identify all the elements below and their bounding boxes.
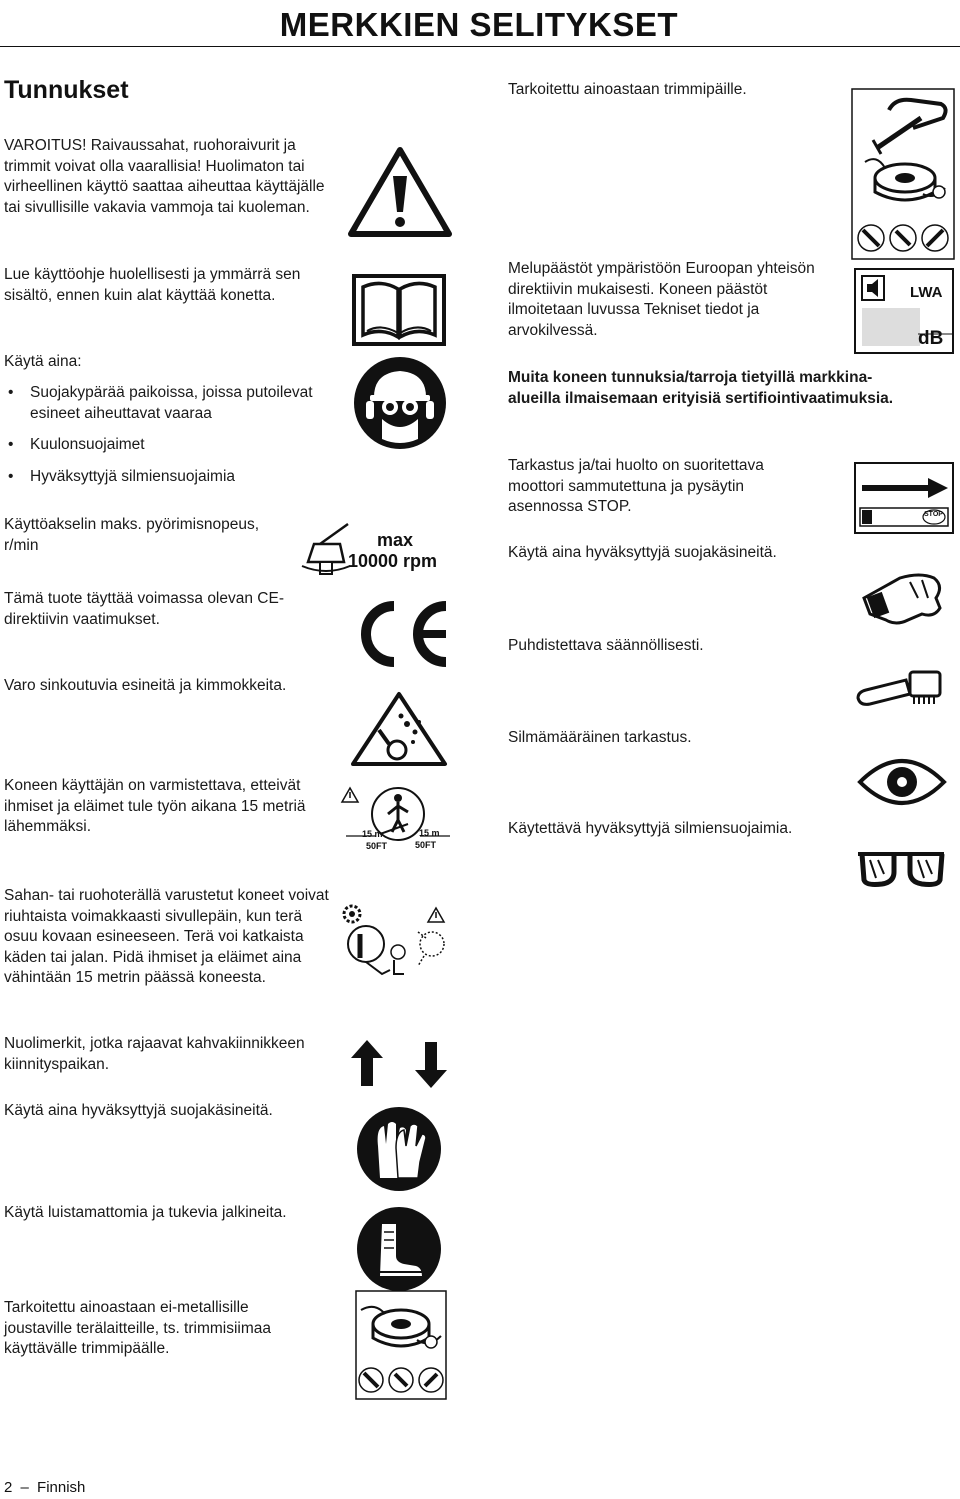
gloves-text-right: Käytä aina hyväksyttyjä suojakäsineitä. bbox=[508, 544, 777, 561]
ricochet-text: Varo sinkoutuvia esineitä ja kimmokkeita. bbox=[4, 677, 287, 694]
trimmer-head-icon-top bbox=[851, 88, 955, 260]
ppe-item-eyes: • Hyväksyttyjä silmiensuojaimia bbox=[4, 467, 339, 488]
clean-text: Puhdistettava säännöllisesti. bbox=[508, 637, 704, 654]
noise-text: Melupäästöt ympäristöön Euroopan yhteisön direktiivin mukaisesti. Koneen päästöt ilmoitetaan luvussa Tekniset tiedot ja arvokilvessä. bbox=[508, 260, 815, 339]
ce-text: Tämä tuote täyttää voimassa olevan CE-direktiivin vaatimukset. bbox=[4, 590, 284, 628]
footer-language: Finnish bbox=[37, 1479, 86, 1496]
ppe-head-icon bbox=[352, 355, 448, 451]
warning-text: VAROITUS! Raivaussahat, ruohoraivurit ja trimmit voivat olla vaarallisia! Huolimaton tai virheellinen käyttö saattaa aiheuttaa käyttäjälle tai sivullisille vakavia vammoja tai kuoleman. bbox=[4, 137, 325, 216]
manual-book-icon bbox=[351, 273, 447, 347]
boots-icon bbox=[356, 1206, 442, 1292]
page-title: MERKKIEN SELITYKSET bbox=[279, 6, 678, 43]
arrows-text: Nuolimerkit, jotka rajaavat kahvakiinnikkeen kiinnityspaikan. bbox=[4, 1035, 305, 1073]
distance-m-right: 15 m bbox=[419, 828, 440, 838]
distance-m-left: 15 m bbox=[362, 829, 383, 839]
rpm-max-label: max bbox=[377, 530, 414, 550]
cleaning-brush-icon bbox=[856, 668, 948, 708]
mounting-arrows-icon bbox=[349, 1040, 449, 1088]
header-rule bbox=[0, 46, 960, 47]
gloves-text-left: Käytä aina hyväksyttyjä suojakäsineitä. bbox=[4, 1102, 273, 1119]
footer-dash: – bbox=[20, 1479, 29, 1496]
stop-switch-icon bbox=[854, 462, 954, 534]
boots-text: Käytä luistamattomia ja tukevia jalkineita. bbox=[4, 1204, 287, 1221]
manual-text: Lue käyttöohje huolellisesti ja ymmärrä sen sisältö, ennen kuin alat käyttää konetta. bbox=[4, 266, 301, 304]
gloves-icon bbox=[356, 1106, 442, 1192]
stop-label: STOP bbox=[924, 511, 943, 518]
ppe-list-3 bbox=[4, 467, 339, 488]
kickback-text: Sahan- tai ruohoterällä varustetut koneet voivat riuhtaista voimakkaasti sivullepäin, kun terä osuu kovaan esineeseen. Terä voi katkaista käden tai jalan. Pidä ihmiset ja eläimet aina vähintään 15 metrin päässä koneesta. bbox=[4, 887, 329, 986]
trimmer-only-text: Tarkoitettu ainoastaan trimmipäille. bbox=[508, 81, 747, 98]
distance-ft-right: 50FT bbox=[415, 840, 437, 850]
safety-glasses-icon bbox=[856, 850, 948, 888]
glasses-text: Käytettävä hyväksyttyjä silmiensuojaimia. bbox=[508, 820, 793, 837]
ppe-list-2 bbox=[4, 435, 339, 456]
section-heading: Tunnukset bbox=[4, 76, 129, 104]
warning-triangle-icon bbox=[346, 144, 454, 240]
trimmer-head-icon-bottom bbox=[355, 1290, 447, 1400]
eye-inspection-icon bbox=[858, 756, 946, 808]
page-footer bbox=[4, 1479, 85, 1496]
glove-icon bbox=[860, 568, 944, 628]
rpm-value-label: 10000 rpm bbox=[348, 551, 438, 571]
ricochet-warning-icon bbox=[349, 690, 449, 768]
ppe-item-helmet: • Suojakypärää paikoissa, joissa putoilevat esineet aiheuttavat vaaraa bbox=[4, 383, 339, 424]
inspect-text: Silmämääräinen tarkastus. bbox=[508, 729, 692, 746]
nonmetal-text: Tarkoitettu ainoastaan ei-metallisille joustaville terälaitteille, ts. trimmisiimaa käyttävälle trimmipäälle. bbox=[4, 1299, 272, 1357]
blade-thrust-icon bbox=[338, 900, 450, 980]
ce-mark-icon bbox=[348, 598, 450, 670]
distance-ft-left: 50FT bbox=[366, 841, 388, 851]
shaft-speed-text: Käyttöakselin maks. pyörimisnopeus, r/min bbox=[4, 516, 260, 554]
ppe-item-hearing: • Kuulonsuojaimet bbox=[4, 435, 339, 456]
ppe-list bbox=[4, 383, 339, 424]
stop-text: Tarkastus ja/tai huolto on suoritettava moottori sammutettuna ja pysäytin asennossa STOP. bbox=[508, 457, 764, 515]
always-use-label: Käytä aina: bbox=[4, 353, 82, 370]
page-number: 2 bbox=[4, 1479, 13, 1496]
db-label: dB bbox=[918, 328, 944, 349]
market-text: Muita koneen tunnuksia/tarroja tietyillä markkina-alueilla ilmaisemaan erityisiä sertifiointivaatimuksia. bbox=[508, 369, 894, 407]
lwa-label: LWA bbox=[910, 284, 943, 301]
distance-text: Koneen käyttäjän on varmistettava, etteivät ihmiset ja eläimet tule työn aikana 15 metriä lähemmäksi. bbox=[4, 777, 306, 835]
